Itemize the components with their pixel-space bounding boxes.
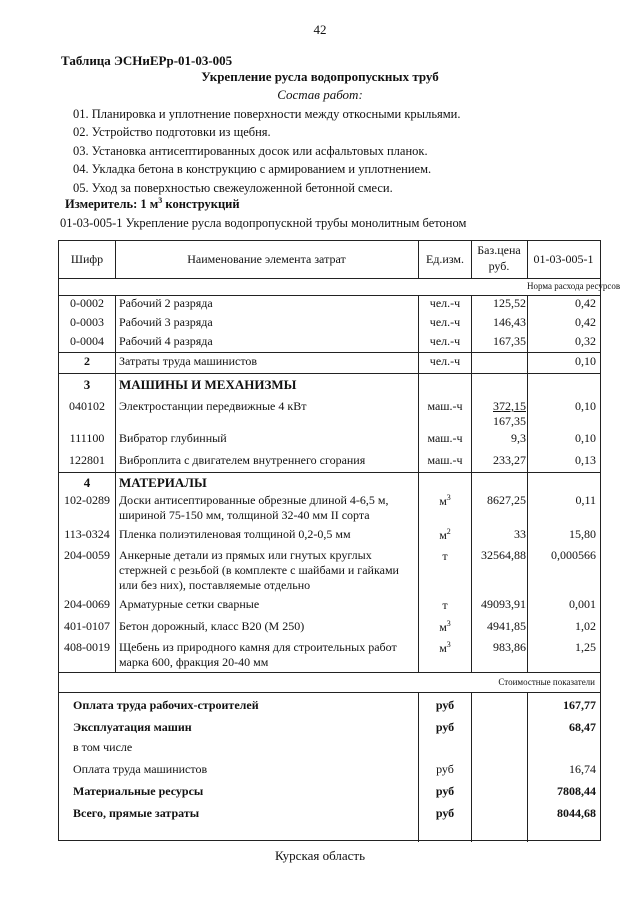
work-item: 02. Устройство подготовки из щебня. <box>73 125 271 140</box>
footer-region: Курская область <box>274 848 365 863</box>
work-composition-caption: Состав работ: <box>277 87 363 102</box>
header-price-line1: Баз.цена <box>477 243 521 257</box>
work-item: 05. Уход за поверхностью свежеуложенной бетонной смеси. <box>73 180 393 195</box>
work-item: 01. Планировка и уплотнение поверхности между откосными крыльями. <box>73 107 461 121</box>
measure-unit: Измеритель: 1 $м^3$ конструкций <box>65 196 240 212</box>
table-code: Таблица ЭСНиЕРр-01-03-005 <box>61 53 233 68</box>
header-price-line2: руб. <box>488 259 510 273</box>
page-number: 42 <box>313 22 327 37</box>
header-code: Шифр <box>70 252 104 266</box>
norm-caption: Норма расхода ресурсов <box>527 281 621 291</box>
header-norm: 01-03-005-1 <box>533 252 594 266</box>
work-item: 04. Укладка бетона в конструкцию с армированием и уплотнением. <box>73 162 432 177</box>
work-item: 03. Установка антисептированных досок или асфальтовых планок. <box>73 143 428 158</box>
cost-caption: Стоимостные показатели <box>498 677 595 687</box>
work-items-list <box>73 105 461 197</box>
rate-subtitle: 01-03-005-1 Укрепление русла водопропускной трубы монолитным бетоном <box>60 216 467 230</box>
document-title: Укрепление русла водопропускных труб <box>201 69 439 84</box>
header-unit: Ед.изм. <box>425 252 465 266</box>
header-name: Наименование элемента затрат <box>187 252 346 266</box>
resource-table: Шифр Наименование элемента затрат Ед.изм. Баз.цена руб. 01-03-005-1 Норма расхода ресурсов 0-0002 Рабочий 2 разряда чел.-ч 125,52 0,42 0-0003 Рабочий 3 разряда чел.-ч 146,43 0,42 0-0004 Рабочий 4 разряда чел.-ч 167,35 0,32 2 Затраты труда машинистов чел.-ч 0,10 3 МАШИНЫ И МЕХАНИЗМЫ 040102 Электростанции передвижные 4 кВт маш.-ч 372,15 167,35 0,10 111100 Вибратор глубинный маш.-ч 9,3 0,10 122801 Виброплита с двигателем внутреннего сгорания маш.-ч 233,27 0,13 4 МАТЕРИАЛЫ 102-0289 Доски антисептированные обрезные длиной 4-6,5 м, шириной 75-150 мм, толщиной 32-40 мм II сорта $м^3$ 8627,25 0,11 113-0324 Пленка полиэтиленовая толщиной 0,2-0,5 мм $м^2$ 33 15,80 204-0059 Анкерные детали из прямых или гнутых круглых стержней с резьбой (в комплекте с шайбами и гайками или без них), поставляемые отдельно т 32564,88 0,000566 204-0069 Арматурные сетки сварные т 49093,91 0,001 401-0107 Бетон дорожный, класс В20 (М 250) $м^3$ 4941,85 1,02 408-0019 Щебень из природного камня для строительных работ марка 600, фракция 20-40 мм $м^3$ 983,86 1,25 Стоимостные показатели Оплата труда рабочих-строителей руб 167,77 Эксплуатация машин руб 68,47 в том числе Оплата труда машинистов руб 16,74 Материальные ресурсы руб 7808,44 Всего, прямые затраты руб 8044,68 <box>58 240 601 841</box>
